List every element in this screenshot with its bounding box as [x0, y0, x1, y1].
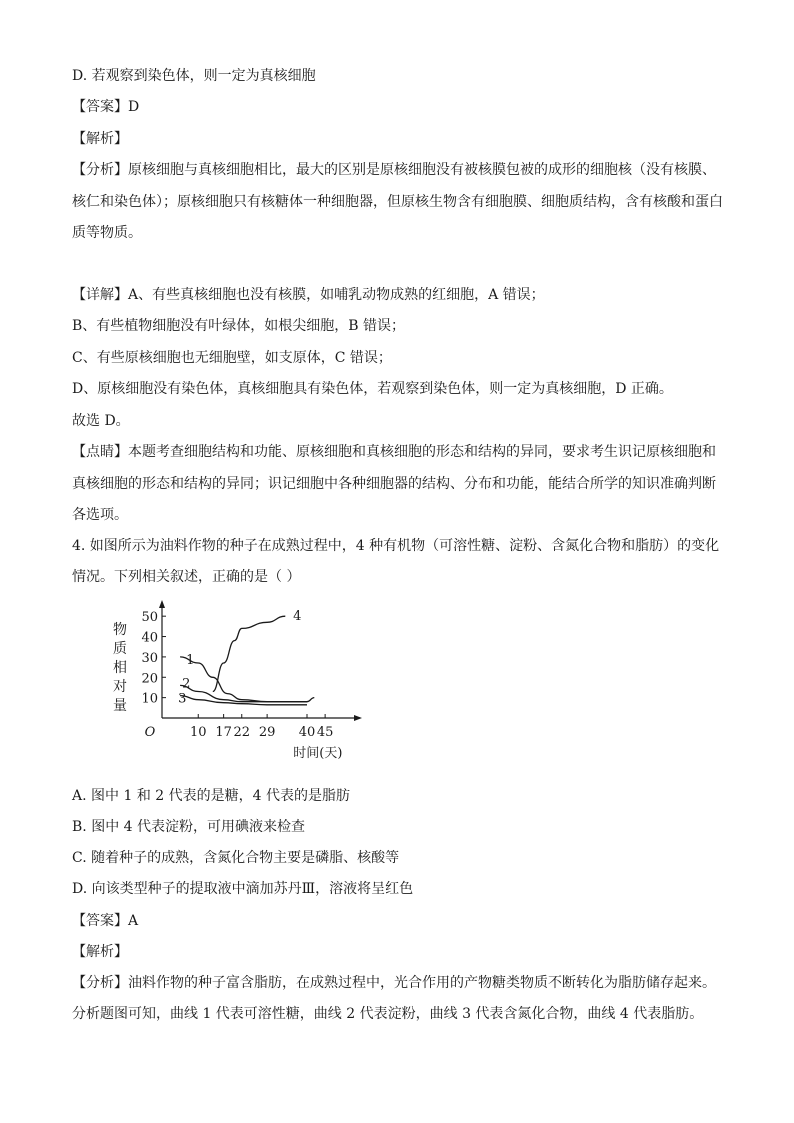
detail-line-a: 【详解】A、有些真核细胞也没有核膜，如哺乳动物成熟的红细胞，A 错误；: [72, 287, 545, 303]
y-axis-arrow: [159, 600, 165, 608]
x-axis-title: 时间(天): [293, 746, 343, 761]
y-axis-title-char: 物: [113, 622, 127, 638]
series-1-label: 1: [186, 653, 195, 669]
y-axis-title-char: 质: [113, 641, 127, 657]
option-c: C. 随着种子的成熟，含氮化合物主要是磷脂、核酸等: [72, 850, 400, 866]
comment-line-3: 各选项。: [72, 507, 128, 523]
detail-line-c: C、有些原核细胞也无细胞壁，如支原体，C 错误；: [72, 350, 392, 366]
analysis2-line-1: 【分析】油料作物的种子富含脂肪，在成熟过程中，光合作用的产物糖类物质不断转化为脂肪储存起来。: [72, 975, 716, 991]
analysis-heading-2: 【解析】: [72, 944, 128, 960]
comment-line-2: 真核细胞的形态和结构的异同；识记细胞中各种细胞器的结构、分布和功能，能结合所学的知识准确判断: [72, 476, 716, 492]
x-tick-label: 29: [258, 725, 276, 740]
x-tick-label: 40: [298, 725, 316, 740]
y-axis-title-char: 量: [113, 698, 127, 714]
series-2-label: 2: [182, 676, 191, 692]
y-tick-label: 30: [141, 650, 158, 666]
detail-line-b: B、有些植物细胞没有叶绿体，如根尖细胞，B 错误；: [72, 318, 406, 334]
analysis-paragraph-line-1: 【分析】原核细胞与真核细胞相比，最大的区别是原核细胞没有被核膜包被的成形的细胞核（没有核膜、: [72, 162, 716, 178]
y-axis-title-char: 相: [113, 660, 127, 676]
y-tick-label: 50: [141, 610, 158, 626]
y-tick-label: 40: [141, 630, 158, 646]
x-axis-arrow: [354, 715, 362, 721]
answer-label-2: 【答案】A: [72, 913, 139, 929]
chart-svg: [100, 600, 380, 772]
y-axis-title-char: 对: [113, 679, 127, 695]
x-tick-label: 10: [189, 725, 207, 740]
detail-line-d: D、原核细胞没有染色体，真核细胞具有染色体，若观察到染色体，则一定为真核细胞，D 正确。: [72, 381, 673, 397]
analysis2-line-2: 分析题图可知，曲线 1 代表可溶性糖，曲线 2 代表淀粉，曲线 3 代表含氮化合物，曲线 4 代表脂肪。: [72, 1006, 704, 1022]
comment-line-1: 【点睛】本题考查细胞结构和功能、原核细胞和真核细胞的形态和结构的异同，要求考生识记原核细胞和: [72, 444, 716, 460]
line-0: D. 若观察到染色体，则一定为真核细胞: [72, 68, 316, 84]
analysis-heading: 【解析】: [72, 131, 128, 147]
y-tick-label: 20: [141, 671, 158, 687]
x-tick-label: 45: [316, 725, 334, 740]
x-tick-label: 22: [233, 725, 251, 740]
choice-conclusion: 故选 D。: [72, 413, 130, 429]
option-b: B. 图中 4 代表淀粉，可用碘液来检查: [72, 819, 305, 835]
option-a: A. 图中 1 和 2 代表的是糖，4 代表的是脂肪: [72, 788, 350, 804]
origin-label: O: [144, 725, 156, 740]
question-4-line-1: 4. 如图所示为油料作物的种子在成熟过程中，4 种有机物（可溶性糖、淀粉、含氮化合物和脂肪）的变化: [72, 538, 720, 554]
series-4-label: 4: [293, 609, 302, 625]
series-3-label: 3: [178, 691, 187, 707]
series-1-line: [180, 657, 314, 702]
x-tick-label: 17: [215, 725, 232, 740]
option-d: D. 向该类型种子的提取液中滴加苏丹Ⅲ，溶液将呈红色: [72, 881, 414, 897]
y-tick-label: 10: [141, 691, 158, 707]
series-4-line: [213, 616, 285, 691]
seed-maturation-chart: [100, 600, 380, 772]
question-4-line-2: 情况。下列相关叙述，正确的是（ ）: [72, 569, 301, 585]
analysis-paragraph-line-3: 质等物质。: [72, 225, 142, 241]
analysis-paragraph-line-2: 核仁和染色体）；原核细胞只有核糖体一种细胞器，但原核生物含有细胞膜、细胞质结构，含有核酸和蛋白: [72, 194, 723, 210]
answer-label: 【答案】D: [72, 99, 140, 115]
